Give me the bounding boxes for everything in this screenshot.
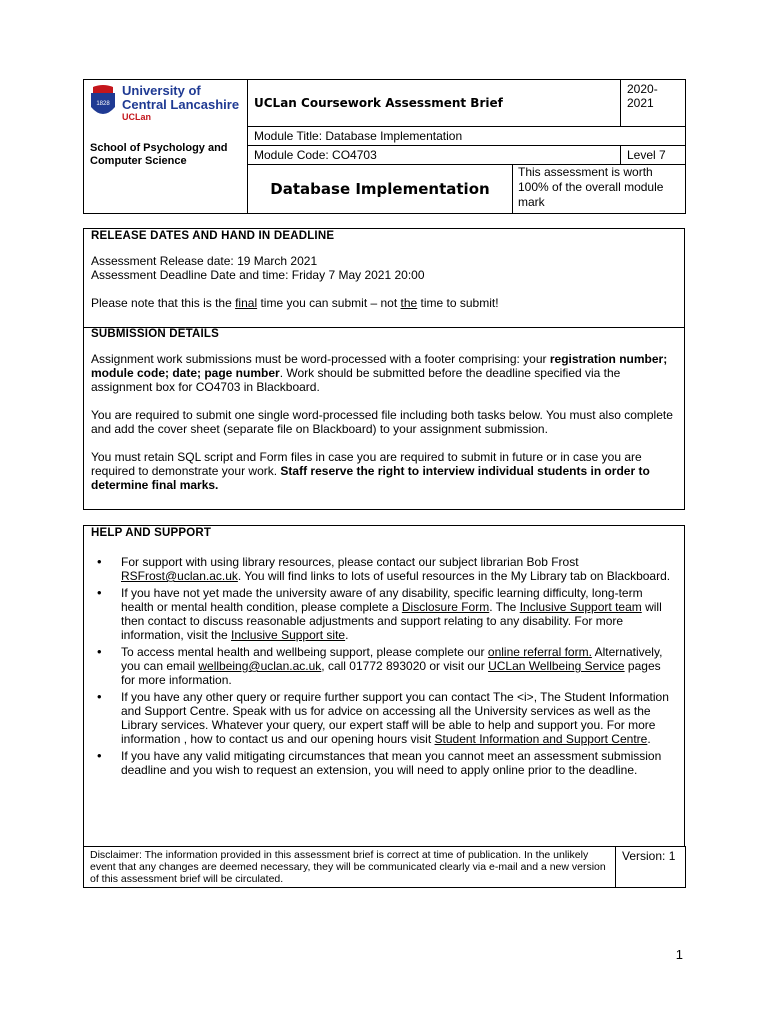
help-heading: HELP AND SUPPORT — [91, 527, 212, 539]
support-centre-link[interactable]: Student Information and Support Centre — [434, 732, 648, 746]
submission-p1: Assignment work submissions must be word-processed with a footer comprising: your registration number; module code; date; page number. Work should be submitted before the deadline specified via the assignment box for CO4703 in Blackboard. — [91, 352, 668, 394]
brief-title: UCLan Coursework Assessment Brief — [248, 80, 621, 127]
logo-cell — [84, 80, 248, 214]
logo-line2: Central Lancashire — [122, 97, 240, 112]
help-list — [91, 555, 676, 777]
header-table — [83, 79, 686, 214]
version-label: Version: 1 — [616, 847, 686, 888]
svg-text:1828: 1828 — [96, 101, 110, 107]
help-item-disability: • If you have not yet made the university aware of any disability, specific learning difficulty, long-term health or mental health condition, please complete a Disclosure Form. The Inclusive Support team will then contact to discuss reasonable adjustments and support relating to any disability. For more information, visit the Inclusive Support site. — [91, 586, 676, 642]
page-number: 1 — [675, 947, 683, 962]
release-section — [91, 230, 677, 310]
help-item-query: • If you have any other query or require further support you can contact The <i>, The Student Information and Support Centre. Speak with us for advice on accessing all the University services as well as the Library services. Whatever your query, our expert staff will be able to help and support you. For more information , how to contact us and our opening hours visit Student Information and Support Centre. — [91, 690, 676, 746]
weight-note: This assessment is worth 100% of the overall module mark — [512, 165, 685, 213]
final-note: Please note that this is the final time you can submit – not the time to submit! — [91, 296, 499, 310]
referral-form-link[interactable]: online referral form. — [487, 645, 592, 659]
release-heading: RELEASE DATES AND HAND IN DEADLINE — [91, 230, 335, 242]
release-submission-box — [83, 228, 685, 510]
submission-p2: You are required to submit one single word-processed file including both tasks below. You must also complete and add the cover sheet (separate file on Blackboard) to your assignment submission. — [91, 408, 673, 436]
submission-heading: SUBMISSION DETAILS — [91, 328, 219, 340]
school-name: School of Psychology and Computer Science — [90, 142, 228, 167]
academic-year: 2020-2021 — [621, 80, 686, 127]
title-row — [248, 165, 686, 214]
inclusive-site-link[interactable]: Inclusive Support site — [231, 628, 346, 642]
disclaimer-text: Disclaimer: The information provided in this assessment brief is correct at time of publication. In the unlikely event that any changes are deemed necessary, they will be communicated clearly via e-mail and a new version of this assessment brief will be circulated. — [84, 847, 616, 888]
disclaimer-table — [83, 846, 686, 888]
big-title: Database Implementation — [270, 180, 490, 198]
logo-line1: University of — [122, 83, 201, 98]
inclusive-team-link[interactable]: Inclusive Support team — [519, 600, 642, 614]
release-date: Assessment Release date: 19 March 2021 — [91, 254, 318, 268]
submission-p3: You must retain SQL script and Form files in case you are required to submit in future or in case you are required to demonstrate your work. Staff reserve the right to interview individual students in order to determine final marks. — [91, 450, 650, 492]
university-logo — [90, 84, 241, 122]
help-box — [83, 525, 685, 847]
logo-brand: UCLan — [122, 112, 151, 122]
module-level: Level 7 — [621, 146, 686, 165]
wellbeing-service-link[interactable]: UCLan Wellbeing Service — [488, 659, 625, 673]
disclosure-form-link[interactable]: Disclosure Form — [401, 600, 490, 614]
help-item-wellbeing: • To access mental health and wellbeing support, please complete our online referral form. Alternatively, you can email wellbeing@uclan.ac.uk, call 01772 893020 or visit our UCLan Wellbeing Service pages for more information. — [91, 645, 676, 687]
help-item-library: • For support with using library resources, please contact our subject librarian Bob Frost RSFrost@uclan.ac.uk. You will find links to lots of useful resources in the My Library tab on Blackboard. — [91, 555, 676, 583]
librarian-email-link[interactable]: RSFrost@uclan.ac.uk — [121, 569, 238, 583]
module-title: Module Title: Database Implementation — [248, 127, 686, 146]
deadline-date: Assessment Deadline Date and time: Friday 7 May 2021 20:00 — [91, 268, 425, 282]
crest-icon — [90, 85, 116, 121]
wellbeing-email-link[interactable]: wellbeing@uclan.ac.uk — [198, 659, 322, 673]
help-item-extension: • If you have any valid mitigating circumstances that mean you cannot meet an assessment submission deadline and you wish to request an extension, you will need to apply online prior to the deadline. — [91, 749, 676, 777]
module-code: Module Code: CO4703 — [248, 146, 621, 165]
submission-section — [91, 328, 674, 492]
